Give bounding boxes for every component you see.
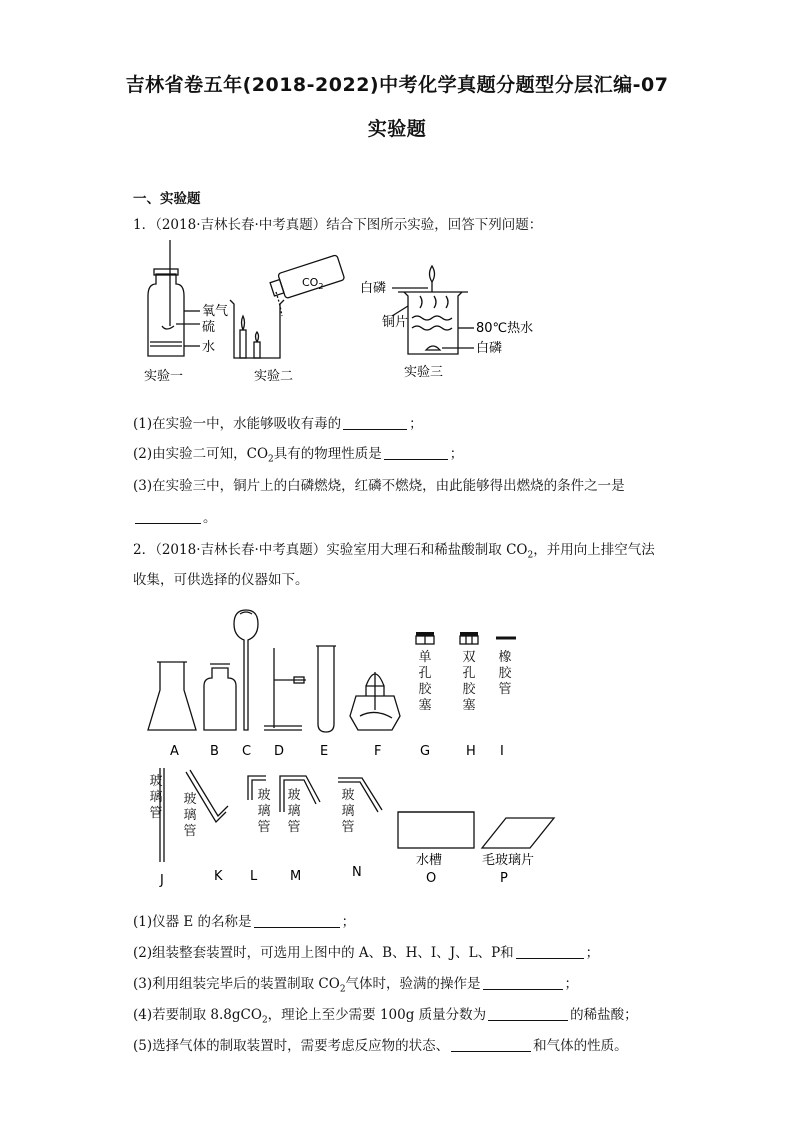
answer-blank[interactable] [451,1037,531,1052]
label-c: C [242,744,252,759]
q2-stem-line2: 收集，可供选择的仪器如下。 [133,572,309,588]
sink-label: 水槽 [416,853,443,868]
q1-stem: 1．（2018·吉林长春·中考真题）结合下图所示实验，回答下列问题： [133,217,543,233]
label-e: E [320,744,329,759]
answer-blank[interactable] [384,445,448,460]
n-tube-label: 玻璃管 [341,788,355,835]
hot-water-label: 80℃热水 [476,321,534,336]
q1-sub3-answer: 。 [133,506,217,526]
white-phosphorus-bottom-label: 白磷 [476,341,503,356]
sulfur-label: 硫 [202,320,216,335]
section-heading: 一、实验题 [133,191,201,207]
answer-blank[interactable] [483,975,563,990]
q2-stem: 2．（2018·吉林长春·中考真题）实验室用大理石和稀盐酸制取 $CO_2$，并用向上排空气法 [133,542,655,561]
label-i: I [500,744,504,759]
q1-sub2: (2)由实验二可知，$CO_2$具有的物理性质是 ； [133,446,464,465]
label-m: M [290,869,302,884]
q1-sub3: (3)在实验三中，铜片上的白磷燃烧，红磷不燃烧，由此能够得出燃烧的条件之一是 [133,478,625,494]
exp2-label: 实验二 [254,369,294,384]
answer-blank[interactable] [516,944,584,959]
g-stopper-label: 单孔胶塞 [418,650,432,713]
q1-sub1: (1)在实验一中，水能够吸收有毒的 ； [133,416,423,432]
j-tube-label: 玻璃管 [149,774,163,821]
page-title: 吉林省卷五年(2018-2022)中考化学真题分题型分层汇编-07 [125,74,669,96]
label-l: L [250,869,258,884]
label-k: K [214,869,223,884]
white-phosphorus-top-label: 白磷 [360,281,387,296]
label-f: F [374,744,382,759]
water-label: 水 [202,340,216,355]
answer-blank[interactable] [488,1006,568,1021]
answer-blank[interactable] [135,509,201,524]
answer-blank[interactable] [343,415,407,430]
page-subtitle: 实验题 [367,118,427,140]
k-tube-label: 玻璃管 [183,792,197,839]
q1-figure [130,238,550,388]
q2-sub3: (3)利用组装完毕后的装置制取 $CO_2$气体时，验满的操作是 ； [133,976,579,995]
q2-sub5: (5)选择气体的制取装置时，需要考虑反应物的状态、 和气体的性质。 [133,1038,628,1054]
label-o: O [426,871,437,886]
copper-plate-label: 铜片 [382,315,409,330]
label-j: J [160,873,164,888]
answer-blank[interactable] [254,913,340,928]
label-a: A [170,744,179,759]
label-n: N [352,865,362,880]
label-d: D [274,744,285,759]
oxygen-label: 氧气 [202,304,229,319]
label-p: P [500,871,508,886]
exp1-label: 实验一 [144,369,184,384]
exp3-label: 实验三 [404,365,444,380]
q2-figure [130,600,570,890]
i-tube-label: 橡胶管 [498,650,512,697]
q2-sub1: (1)仪器 E 的名称是 ； [133,914,356,930]
l-tube-label: 玻璃管 [257,788,271,835]
label-h: H [466,744,476,759]
q2-sub2: (2)组装整套装置时，可选用上图中的 A、B、H、I、J、L、P和 ； [133,945,600,961]
label-g: G [420,744,431,759]
glass-plate-label: 毛玻璃片 [482,853,535,868]
q2-sub4: (4)若要制取 8.8gCO$_2$，理论上至少需要 100g 质量分数为 的稀盐酸； [133,1007,638,1026]
label-b: B [210,744,219,759]
h-stopper-label: 双孔胶塞 [462,650,476,713]
co2-label: $CO_2$ [302,276,324,291]
m-tube-label: 玻璃管 [287,788,301,835]
